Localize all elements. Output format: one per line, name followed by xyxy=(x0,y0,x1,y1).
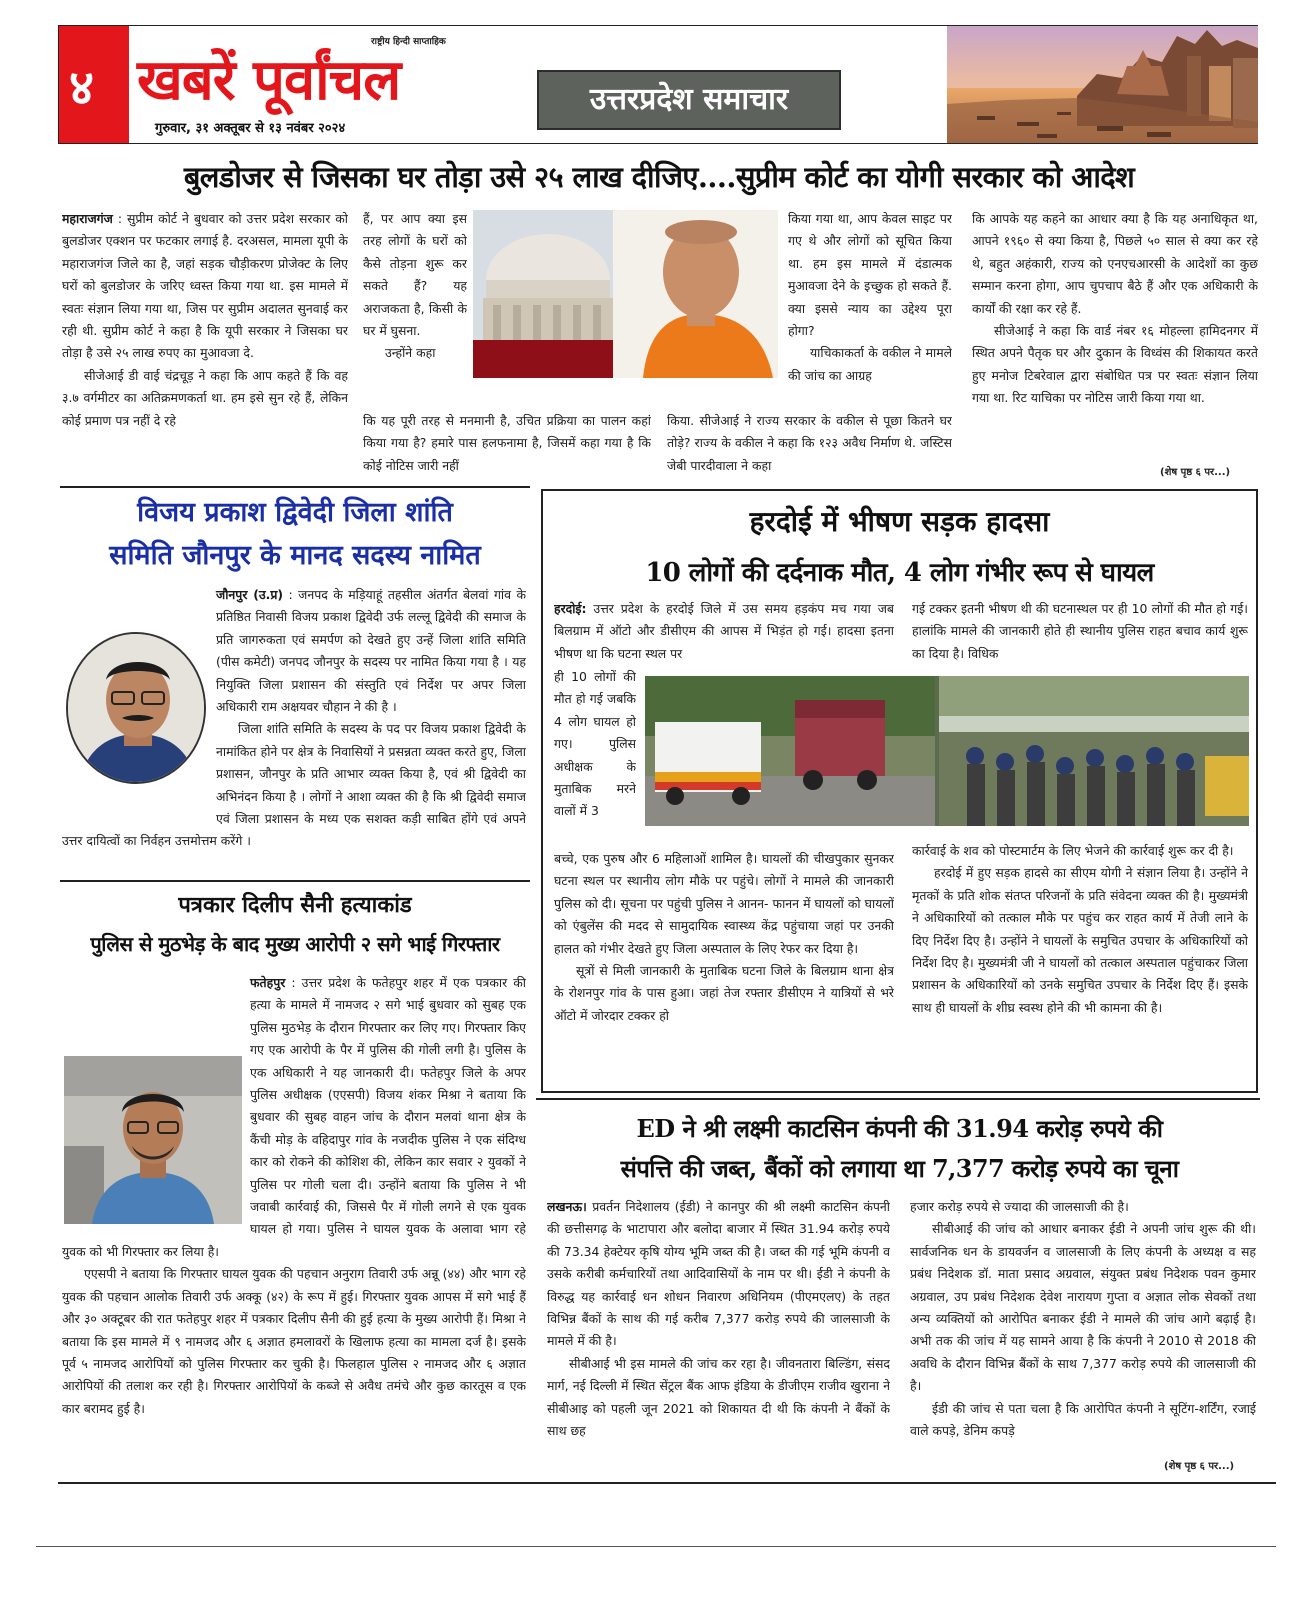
story3-col1-bottom-text: बच्चे, एक पुरुष और 6 महिलाओं शामिल है। घायलों की चीखपुकार सुनकर घटना स्थल पर स्थानीय लोग मौके पर पहुंचे। लोगों ने मामले की जानकारी पुलिस को दी। सूचना पर पहुंची पुलिस ने आनन- फानन में घायलों को घायलों को एंबुलेंस की मदद से सामुदायिक स्वास्थ्य केंद्र पहुंचाया जहां पर उनकी हालत को गंभीर देखते हुए जिला अस्पताल के लिए रेफर कर दिया है। xyxy=(554,851,894,956)
story5-col2 xyxy=(910,1196,1256,1468)
story3-col2-bottom xyxy=(912,840,1248,1088)
story3-col1-p2: सूत्रों से मिली जानकारी के मुताबिक घटना जिले के बिलग्राम थाना क्षेत्र के रोशनपुर गांव के पास हुआ। जहां तेज रफ्तार डीसीएम ने यात्रियों से भरे ऑटो में जोरदार टक्कर हो xyxy=(554,963,894,1023)
story4-body-top: : उत्तर प्रदेश के फतेहपुर शहर में एक पत्रकार की हत्या के मामले में नामजद २ सगे भाई बुधवार को सुबह एक पुलिस मुठभेड़ के दौरान गिरफ्तार कर लिए गए। गिरफ्तार किए गए एक आरोपी के पैर में पुलिस की गोली लगी है। पुलिस के xyxy=(250,975,526,1058)
story3-headline: हरदोई में भीषण सड़क हादसा xyxy=(749,505,1050,538)
story4-dateline: फतेहपुर xyxy=(250,975,286,990)
story3-col2-top: गई टक्कर इतनी भीषण थी की घटनास्थल पर ही 10 लोगों की मौत हो गई। हालांकि मामले की जानकारी होते ही स्थानीय पुलिस राहत बचाव कार्य शुरू का दिया है। विधिक xyxy=(912,601,1248,661)
story2-dateline: जौनपुर (उ.प्र) xyxy=(216,587,284,602)
story5-col1-p2: सीबीआई भी इस मामले की जांच कर रहा है। जीवनतारा बिल्डिंग, संसद मार्ग, नई दिल्ली में स्थित सेंट्रल बैंक आफ इंडिया के डीजीएम राजीव खुराना ने सीबीआइ को पहली जून 2021 को शिकायत दी थी कि कंपनी ने बैंकों के साथ छह xyxy=(547,1355,890,1439)
story1-col3-wide: किया. सीजेआई ने राज्य सरकार के वकील से पूछा कितने घर तोड़े? राज्य के वकील ने कहा कि १२३ अवैध निर्माण थे. जस्टिस जेबी पारदीवाला ने कहा xyxy=(667,413,952,473)
story1-col23-wide: कि यह पूरी तरह से मनमानी है, उचित प्रक्रिया का पालन कहां किया गया है? हमारे पास हलफनामा है, जिसमें कहा गया है कि कोई नोटिस जारी नहीं xyxy=(363,413,651,473)
story1-col4 xyxy=(972,208,1258,458)
story1-dateline: महाराजगंज xyxy=(62,211,113,226)
divider-3 xyxy=(536,1098,1260,1100)
story5-col1 xyxy=(547,1196,890,1472)
bottom-rule xyxy=(36,1546,1276,1547)
masthead-number: ४ xyxy=(69,60,94,116)
story1-col1-p1: : सुप्रीम कोर्ट ने बुधवार को उत्तर प्रदेश सरकार को बुलडोजर एक्शन पर फटकार लगाई है. दरअसल, मामला यूपी के महाराजगंज जिले का है, जहां सड़क चौड़ीकरण प्रोजेक्ट के लिए घरों को बुलडोजर के जरिए ध्वस्त किया गया था. इस मामले में स्वतः संज्ञान लिया गया था, जिस पर सुप्रीम अदालत सुनवाई कर रही थी. सुप्रीम कोर्ट ने कहा है कि यूपी सरकार ने जिसका घर तोड़ा है उसे २५ लाख रुपए का मुआवजा दे. xyxy=(62,211,348,361)
masthead-date: गुरुवार, ३१ अक्तूबर से १३ नवंबर २०२४ xyxy=(155,121,346,136)
story1-col3-top: किया गया था, आप केवल साइट पर गए थे और लोगों को सूचित किया था. हम इस मामले में दंडात्मक मुआवजा देने के इच्छुक हो सकते हैं. क्या इससे न्याय का उद्देश्य पूरा होगा? xyxy=(788,211,952,339)
section-banner xyxy=(537,70,841,130)
story4-body xyxy=(62,972,526,1482)
story1-col4-p1: कि आपके यह कहने का आधार क्या है कि यह अनाधिकृत था, आपने १९६० से क्या किया है, पिछले ५० साल से क्या कर रहे थे, बहुत अहंकारी, राज्य को एनएचआरसी के आदेशों का कुछ सम्मान करना होगा, आप चुपचाप बैठे हैं और एक अधिकारी के कार्यों की रक्षा कर रहे हैं. xyxy=(972,211,1258,316)
story5-col2-p1: हजार करोड़ रुपये से ज्यादा की जालसाजी की है। xyxy=(910,1199,1129,1214)
story5-headline-2: संपत्ति की जब्त, बैंकों को लगाया था 7,377 करोड़ रुपये का चूना xyxy=(620,1154,1179,1183)
footer-rule xyxy=(58,1482,1276,1484)
story3-col2-bottom-text: कार्रवाई के शव को पोस्टमार्टम के लिए भेजने की कार्रवाई शुरू कर दी है। xyxy=(912,843,1234,858)
story1-col3 xyxy=(788,208,952,408)
accident-photo xyxy=(645,676,1249,826)
masthead-tagline: राष्ट्रीय हिन्दी साप्ताहिक xyxy=(371,37,446,47)
story5-col2-p3: ईडी की जांच से पता चला है कि आरोपित कंपनी ने सूटिंग-शर्टिंग, रजाई वाले कपड़े, डेनिम कपड़े xyxy=(910,1400,1256,1439)
divider-1 xyxy=(60,486,530,488)
story3-col2-p2: हरदोई में हुए सड़क हादसे का सीएम योगी ने संज्ञान लिया है। उन्होंने ने मृतकों के प्रति शोक संतप्त परिजनों के प्रति संवेदना व्यक्त की है। मुख्यमंत्री ने अधिकारियों को तत्काल मौके पर पहुंच कर राहत कार्य में तेजी लाने के दिए निर्देश दिए है। उन्होंने ने घायलों के समुचित उपचार के अधिकारियों को निर्देश दिए है। मुख्यमंत्री जी ने घायलों को तत्काल अस्पताल पहुंचाकर जिला प्रशासन के अधिकारियों को उनके समुचित उपचार के निर्देश दिए हैं। इसके साथ ही घायलों के शीघ्र स्वस्थ होने की भी कामना की है। xyxy=(912,865,1248,1015)
story2-body-second: जिला शांति समिति के सदस्य के पद पर विजय प्रकाश द्विवेदी के नामांकित होने पर क्षेत्र के निवासियों ने प्रसन्नता व्यक्त करते हुए, जिला प्रशासन, जौनपुर के प्रति आभार व्यक्त किया है, एवं श्री द्विवेदी का अभिनंदन किया है । लोगों ने आशा व्यक्त की है कि श्री द्विवेदी समाज एवं जिला प्रशासन के मध्य एक सशक्त कड़ी साबित होंगे एवं अपने उत्तर दायित्वों का निर्वहन उत्तमोत्तम करेंगे । xyxy=(62,721,526,849)
divider-2 xyxy=(60,880,530,882)
story2-headline-2: समिति जौनपुर के मानद सदस्य नामित xyxy=(109,540,481,571)
story2-photo-float xyxy=(62,628,216,826)
story5-dateline: लखनऊ। xyxy=(547,1199,587,1214)
story1-col1-p2: सीजेआई डी वाई चंद्रचूड़ ने कहा कि आप कहते हैं कि वह ३.७ वर्गमीटर का अतिक्रमणकर्ता था. हम इसे सुन रहे हैं, लेकिन कोई प्रमाण पत्र नहीं दे रहे xyxy=(62,367,348,428)
supreme-court-yogi-photo xyxy=(473,210,778,378)
story5-continued: (शेष पृष्ठ ६ पर...) xyxy=(1164,1461,1235,1472)
masthead-name: खबरें पूर्वांचल xyxy=(137,47,401,113)
story1-col2 xyxy=(363,208,467,408)
story5-headline-1: ED ने श्री लक्ष्मी काटसिन कंपनी की 31.94 करोड़ रुपये की xyxy=(636,1114,1163,1143)
story1-col1 xyxy=(62,208,348,478)
story2-body xyxy=(62,584,526,874)
masthead xyxy=(58,25,1258,144)
story1-col4-p2: सीजेआई ने कहा कि वार्ड नंबर १६ मोहल्ला हामिदनगर में स्थित अपने पैतृक घर और दुकान के विध्वंस की शिकायत करते हुए मनोज टिबरेवाल द्वारा संबोधित पत्र पर स्वतः संज्ञान लिया गया था. रिट याचिका पर नोटिस जारी किया गया था. xyxy=(972,323,1258,406)
story3-col1-top-text: उत्तर प्रदेश के हरदोई जिले में उस समय हड़कंप मच गया जब बिलग्राम में ऑटो और डीसीएम की आपस में भिड़ंत हो गई। हादसा इतना भीषण था कि घटना स्थल पर xyxy=(554,601,894,661)
story4-body-p2: एएसपी ने बताया कि गिरफ्तार घायल युवक की पहचान अनुराग तिवारी उर्फ अन्नू (४४) और भाग रहे युवक की पहचान आलोक तिवारी उर्फ अक्कू (४२) के रूप में हुई। गिरफ्तार युवक आपस में सगे भाई हैं और ३० अक्टूबर की रात फतेहपुर शहर में पत्रकार दिलीप सैनी की हुई हत्या के मुख्य आरोपी हैं। मिश्रा ने बताया कि इस मामले में ९ नामजद और ६ अज्ञात हमलावरों के खिलाफ हत्या का मामला दर्ज है। इसके पूर्व ५ नामजद आरोपियों को पुलिस गिरफ्तार कर चुकी है। फिलहाल पुलिस २ नामजद और ६ अज्ञात आरोपियों की तलाश कर रही है। गिरफ्तार आरोपियों के कब्जे से अवैध तमंचे और कुछ कारतूस व एक कार बरामद हुई है। xyxy=(62,1266,526,1416)
story3-subhead: 10 लोगों की दर्दनाक मौत, 4 लोग गंभीर रूप से घायल xyxy=(645,558,1154,588)
story2-body-first: : जनपद के मड़ियाहूं तहसील अंतर्गत बेलवां गांव के प्रतिष्ठित निवासी विजय प्रकाश द्विवेदी उर्फ लल्लू द्विवेदी की समाज के प्रति जागरुकता एवं समर्पण को देखते हुए उन्हें जिला शांति समिति (पीस कमेटी) जनपद जौनपुर के सदस्य पर नामित किया गया है । यह नियुक्ति जिला प्रशासन की संस्तुति एवं निर्देश पर अपर जिला अधिकारी राम अक्षयवर चौहान ने की है । xyxy=(216,587,526,715)
story4-headline-2: पुलिस से मुठभेड़ के बाद मुख्य आरोपी २ सगे भाई गिरफ्तार xyxy=(90,932,500,956)
story5-col2-p2: सीबीआई की जांच को आधार बनाकर ईडी ने अपनी जांच शुरू की थी। सार्वजनिक धन के डायवर्जन व जालसाजी के लिए कंपनी के अध्यक्ष व सह प्रबंध निदेशक डॉ. माता प्रसाद अग्रवाल, संयुक्त प्रबंध निदेशक पवन कुमार अग्रवाल, उप प्रबंध निदेशक देवेश नारायण गुप्ता व अज्ञात लोक सेवकों तथा अन्य व्यक्तियों को आरोपित बनाकर ईडी ने मामले की जांच आगे बढ़ाई है। अभी तक की जांच में यह सामने आया है कि कंपनी ने 2010 से 2018 की अवधि के दौरान विभिन्न बैंकों के साथ 7,377 करोड़ रुपये की जालसाजी की है। xyxy=(910,1221,1256,1394)
varanasi-ghats-photo xyxy=(947,26,1258,143)
story3-col1-bottom xyxy=(554,848,894,1080)
story3-dateline: हरदोई: xyxy=(554,601,587,616)
story1-col2-top: हैं, पर आप क्या इस तरह लोगों के घरों को कैसे तोड़ना शुरू कर सकते हैं? यह अराजकता है, किसी के घर में घुसना. xyxy=(363,211,467,339)
story1-continued: (शेष पृष्ठ ६ पर...) xyxy=(1160,467,1231,478)
story4-photo-float xyxy=(62,1056,250,1240)
story1-col3-p2: याचिकाकर्ता के वकील ने मामले की जांच का आग्रह xyxy=(788,345,952,383)
story4-body-after: घायल हो गया। पुलिस ने घायल युवक के अलावा भाग रहे युवक को भी गिरफ्तार कर लिया है। xyxy=(62,1221,526,1259)
story3-col1-narrow: ही 10 लोगों की मौत हो गई जबकि 4 लोग घायल हो गए। पुलिस अधीक्षक के मुताबिक मरने वालों में 3 xyxy=(554,669,636,819)
story4-body-wrap: एक अधिकारी ने यह जानकारी दी। फतेहपुर जिले के अपर पुलिस अधीक्षक (एएसपी) विजय शंकर मिश्रा ने बताया कि बुधवार की सुबह वाहन जांच के दौरान मलवां थाना क्षेत्र के कैंची मोड़ के वहिदापुर गांव के नजदीक पुलिस ने एक संदिग्ध कार को रोकने की कोशिश की, लेकिन कार सवार २ युवकों ने पुलिस पर गोली चला दी। उन्होंने बताया कि पुलिस ने भी जवाबी कार्रवाई की, जिससे पैर में गोली लगने से एक युवक xyxy=(250,1064,526,1215)
story5-col1-p1: प्रवर्तन निदेशालय (ईडी) ने कानपुर की श्री लक्ष्मी काटसिन कंपनी की छत्तीसगढ़ के भाटापारा और बलोदा बाजार में स्थित 31.94 करोड़ रुपये की 73.34 हेक्टेयर कृषि योग्य भूमि जब्त की है। जब्त की गई भूमि कंपनी व उसके करीबी कर्मचारियों तथा आदिवासियों के नाम पर थी। ईडी ने कंपनी के विरुद्ध यह कार्रवाई धन शोधन निवारण अधिनियम (पीएमएलए) के तहत विभिन्न बैंकों के साथ की गई करीब 7,377 करोड़ रुपये की जालसाजी के मामले में की है। xyxy=(547,1199,890,1349)
story1-col2-p2: उन्होंने कहा xyxy=(385,345,436,361)
story2-headline-1: विजय प्रकाश द्विवेदी जिला शांति xyxy=(137,497,453,528)
story3-col1-top xyxy=(554,598,894,666)
story4-headline-1: पत्रकार दिलीप सैनी हत्याकांड xyxy=(178,892,412,918)
section-title: उत्तरप्रदेश समाचार xyxy=(589,82,789,117)
story1-headline: बुलडोजर से जिसका घर तोड़ा उसे २५ लाख दीजिए....सुप्रीम कोर्ट का योगी सरकार को आदेश xyxy=(183,160,1135,194)
